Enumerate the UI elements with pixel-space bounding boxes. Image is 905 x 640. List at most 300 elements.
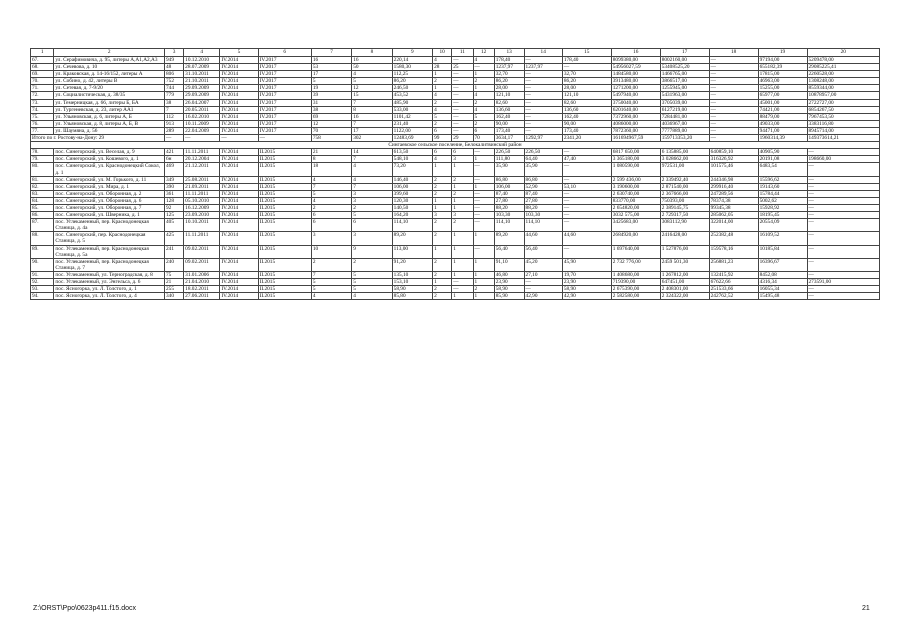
table-cell: —	[452, 113, 473, 120]
table-cell: —	[524, 92, 562, 99]
table-cell: 27,10	[524, 271, 562, 278]
table-cell: 349	[165, 176, 184, 183]
table-row	[31, 279, 880, 286]
table-cell: 246,50	[392, 85, 432, 92]
table-cell: 40905,90	[758, 149, 807, 156]
table-cell: 21	[311, 149, 351, 156]
table-cell: —	[807, 293, 879, 300]
table-cell: 28,00	[562, 85, 611, 92]
table-cell: 173,40	[562, 127, 611, 134]
table-cell: 1	[473, 183, 494, 190]
table-cell: 6854267,50	[807, 106, 879, 113]
table-cell: 74421,00	[758, 106, 807, 113]
table-cell: 3	[452, 156, 473, 163]
table-cell: —	[709, 64, 758, 71]
table-cell: II.2015	[258, 190, 311, 197]
table-cell: 7777889,00	[660, 127, 709, 134]
table-cell: IV.2014	[220, 163, 258, 176]
table-cell: 106,00	[494, 183, 524, 190]
table-row	[31, 286, 880, 293]
table-cell: 2	[433, 120, 452, 127]
table-cell: 19	[311, 85, 351, 92]
table-cell: 17815,00	[758, 71, 807, 78]
table-cell: 4036967,00	[660, 120, 709, 127]
table-cell: —	[709, 71, 758, 78]
table-cell: 8	[352, 106, 392, 113]
column-number: 7	[311, 49, 351, 57]
table-cell: 113,00	[392, 245, 432, 258]
column-number: 9	[392, 49, 432, 57]
table-cell: 390	[165, 183, 184, 190]
table-cell: 1	[452, 183, 473, 190]
table-cell: —	[524, 85, 562, 92]
table-cell: 2 630740,00	[611, 190, 660, 197]
table-cell: 78374,38	[709, 197, 758, 204]
table-cell: —	[807, 232, 879, 245]
table-cell: —	[562, 219, 611, 232]
table-cell: —	[807, 245, 879, 258]
table-cell: —	[709, 135, 758, 142]
table-cell: —	[165, 135, 184, 142]
table-cell: 94471,00	[758, 127, 807, 134]
table-cell: 1	[452, 232, 473, 245]
table-cell: 85,80	[392, 293, 432, 300]
table-cell: —	[807, 149, 879, 156]
table-cell: —	[562, 176, 611, 183]
table-cell: 2260528,00	[807, 71, 879, 78]
table-cell: 67.	[31, 57, 54, 64]
table-cell: 2	[452, 176, 473, 183]
table-cell: 53	[311, 64, 351, 71]
table-cell: 316326,92	[709, 156, 758, 163]
table-cell: —	[709, 120, 758, 127]
table-cell: 5	[473, 113, 494, 120]
table-cell: 68.	[31, 64, 54, 71]
table-cell: 82.	[31, 183, 54, 190]
table-cell: 5	[433, 113, 452, 120]
table-cell: IV.2014	[220, 78, 258, 85]
table-cell: 56,40	[524, 245, 562, 258]
table-cell: 42,90	[524, 293, 562, 300]
table-cell: —	[562, 212, 611, 219]
table-cell: ул. Тургеневская, д. 23, литер АА1	[54, 106, 165, 113]
table-cell: 16055,34	[758, 286, 807, 293]
table-cell: ул. Собино, д. 42, литеры В	[54, 78, 165, 85]
table-cell: 18.02.2011	[184, 286, 220, 293]
table-cell: 7	[352, 183, 392, 190]
table-row	[31, 271, 880, 278]
table-cell: 88,20	[494, 204, 524, 211]
table-cell: —	[709, 99, 758, 106]
table-cell: —	[473, 64, 494, 71]
table-cell: 833770,00	[611, 197, 660, 204]
table-cell: —	[709, 106, 758, 113]
table-cell: 241	[165, 245, 184, 258]
table-cell: 72.	[31, 92, 54, 99]
table-cell: 8945714,00	[807, 127, 879, 134]
table-cell: 226,50	[494, 149, 524, 156]
table-cell: 1	[433, 163, 452, 176]
table-cell: 6201640,00	[611, 106, 660, 113]
table-cell: —	[473, 197, 494, 204]
table-cell: 11.11.2011	[184, 190, 220, 197]
table-cell: 86,80	[524, 176, 562, 183]
table-cell: пос. Углекаменный, пер. Краснодонецкая Станица, д. 4а	[54, 219, 165, 232]
table-cell: 18195,45	[758, 212, 807, 219]
table-cell: IV.2017	[258, 99, 311, 106]
table-cell: 05.10.2010	[184, 197, 220, 204]
table-cell: IV.2014	[220, 57, 258, 64]
table-cell: 2	[433, 99, 452, 106]
table-row	[31, 176, 880, 183]
table-cell: 121,10	[494, 92, 524, 99]
table-cell: II.2015	[258, 156, 311, 163]
table-cell: 82,60	[562, 99, 611, 106]
table-cell: 533,00	[392, 106, 432, 113]
table-cell: IV.2014	[220, 212, 258, 219]
table-cell: 20191,08	[758, 156, 807, 163]
table-row	[31, 219, 880, 232]
table-cell: 5002,62	[758, 197, 807, 204]
table-cell: ул. Сечевова, д. 10	[54, 64, 165, 71]
table-cell: 4	[352, 71, 392, 78]
table-cell: 45,90	[562, 258, 611, 271]
table-cell: 2	[473, 78, 494, 85]
table-cell: —	[562, 64, 611, 71]
table-cell: 8	[311, 156, 351, 163]
table-cell: —	[807, 271, 879, 278]
table-cell: 5	[352, 78, 392, 85]
table-cell: 2	[433, 293, 452, 300]
table-row	[31, 232, 880, 245]
table-cell: 153,10	[392, 279, 432, 286]
table-cell: 7967453,50	[807, 113, 879, 120]
table-cell: 469	[165, 163, 184, 176]
table-cell: 5	[352, 279, 392, 286]
table-cell: —	[473, 163, 494, 176]
table-cell: 125	[165, 212, 184, 219]
table-cell: IV.2014	[220, 64, 258, 71]
table-cell: 6483,54	[758, 163, 807, 176]
table-cell: 240	[165, 258, 184, 271]
table-cell: 1	[473, 258, 494, 271]
table-cell: 1	[473, 279, 494, 286]
table-cell: 88,20	[524, 204, 562, 211]
table-cell: 86,20	[392, 78, 432, 85]
table-cell: 548,10	[392, 156, 432, 163]
table-cell: 120,30	[392, 197, 432, 204]
table-cell: 136,60	[494, 106, 524, 113]
table-cell: 46963,00	[758, 78, 807, 85]
table-cell: 90,00	[494, 120, 524, 127]
table-cell: 35,90	[524, 163, 562, 176]
table-cell: 2	[433, 232, 452, 245]
table-row	[31, 120, 880, 127]
table-cell: 220,14	[392, 57, 432, 64]
table-cell: 21	[165, 279, 184, 286]
table-cell: —	[452, 120, 473, 127]
table-cell: 159713353,20	[660, 135, 709, 142]
table-cell: 3032 575,00	[611, 212, 660, 219]
column-number: 12	[473, 49, 494, 57]
table-cell: 44,60	[562, 232, 611, 245]
table-cell: IV.2014	[220, 204, 258, 211]
table-row	[31, 245, 880, 258]
table-cell: 29.09.2009	[184, 85, 220, 92]
table-cell: 1	[473, 293, 494, 300]
table-cell: 114,10	[524, 219, 562, 232]
table-cell: 10185,84	[758, 245, 807, 258]
table-cell: 84.	[31, 197, 54, 204]
table-cell: 164,20	[392, 212, 432, 219]
table-cell: 4	[473, 92, 494, 99]
table-cell: 1	[473, 85, 494, 92]
table-cell: —	[473, 149, 494, 156]
table-cell: 322014,00	[709, 219, 758, 232]
table-cell: 1 267812,00	[660, 271, 709, 278]
table-cell: 47,40	[562, 156, 611, 163]
table-cell: 162,40	[494, 113, 524, 120]
section-row	[31, 142, 880, 149]
table-cell: II.2015	[258, 286, 311, 293]
table-cell: 15596,62	[758, 176, 807, 183]
table-cell: 2 324322,00	[660, 293, 709, 300]
column-number: 17	[660, 49, 709, 57]
table-cell: 42,90	[562, 293, 611, 300]
table-cell: 16.02.2010	[184, 113, 220, 120]
table-cell: 76.	[31, 120, 54, 127]
table-cell: 1	[433, 204, 452, 211]
table-cell: пос. Ясногорка, ул. Л. Толстого, д. 4	[54, 293, 165, 300]
table-cell: —	[524, 106, 562, 113]
table-row	[31, 99, 880, 106]
table-cell: 69	[311, 113, 351, 120]
table-row	[31, 92, 880, 99]
table-cell: —	[709, 113, 758, 120]
table-cell: 16.12.2009	[184, 204, 220, 211]
table-cell: 247289,56	[709, 190, 758, 197]
table-cell: —	[709, 78, 758, 85]
table-cell: 8559344,00	[807, 85, 879, 92]
table-cell: 3	[352, 197, 392, 204]
table-cell: 86,20	[494, 78, 524, 85]
table-cell: 38	[165, 99, 184, 106]
table-cell: 340	[165, 293, 184, 300]
table-cell: 1	[473, 232, 494, 245]
table-cell: 09.02.2011	[184, 258, 220, 271]
table-cell: II.2015	[258, 149, 311, 156]
table-cell: 655182,39	[758, 64, 807, 71]
column-number: 5	[220, 49, 258, 57]
table-cell: 87.	[31, 219, 54, 232]
table-cell: 146,40	[392, 176, 432, 183]
table-cell: IV.2014	[220, 190, 258, 197]
table-cell: 38	[311, 106, 351, 113]
column-number: 2	[54, 49, 165, 57]
table-cell: 44,60	[524, 232, 562, 245]
table-cell: пос. Углекаменный, ул. Терноградская, д. 8	[54, 271, 165, 278]
table-cell: 5	[352, 271, 392, 278]
table-cell: 255	[165, 286, 184, 293]
table-cell: 21.12.2011	[184, 163, 220, 176]
table-cell: 1292,97	[524, 135, 562, 142]
table-cell: 7	[311, 183, 351, 190]
table-cell: 103,30	[494, 212, 524, 219]
table-cell: IV.2017	[258, 57, 311, 64]
table-cell: 121,10	[562, 92, 611, 99]
table-cell: 2684920,00	[611, 232, 660, 245]
table-cell: 178,40	[562, 57, 611, 64]
table-cell: 5	[311, 279, 351, 286]
table-row	[31, 190, 880, 197]
table-cell: —	[524, 286, 562, 293]
table-cell: 1	[452, 204, 473, 211]
table-cell: 09.02.2011	[184, 245, 220, 258]
table-cell: 6817 650,00	[611, 149, 660, 156]
table-cell: 58,90	[494, 286, 524, 293]
table-cell: 4086000,00	[611, 120, 660, 127]
table-cell: 1	[473, 271, 494, 278]
table-cell: IV.2014	[220, 232, 258, 245]
table-cell: 27,80	[494, 197, 524, 204]
table-cell: 6	[473, 127, 494, 134]
table-cell: 6	[433, 149, 452, 156]
table-cell: 3634,17	[494, 135, 524, 142]
table-cell: —	[709, 57, 758, 64]
table-cell: 1	[433, 71, 452, 78]
table-cell: 4	[433, 57, 452, 64]
table-cell: 114,10	[494, 219, 524, 232]
table-cell: 3	[452, 212, 473, 219]
table-cell: 273591,00	[807, 279, 879, 286]
table-cell: 4	[311, 293, 351, 300]
table-cell: II.2015	[258, 279, 311, 286]
table-cell: 20.12.2004	[184, 156, 220, 163]
table-cell: 5497940,00	[611, 92, 660, 99]
table-cell: 74.	[31, 106, 54, 113]
table-cell: 6	[311, 219, 351, 232]
table-cell: —	[524, 113, 562, 120]
table-cell: 58,90	[392, 286, 432, 293]
table-cell: 16396,67	[758, 258, 807, 271]
table-cell: —	[452, 85, 473, 92]
table-cell: —	[524, 279, 562, 286]
table-cell: —	[452, 106, 473, 113]
table-cell: IV.2017	[258, 71, 311, 78]
table-cell: 86.	[31, 212, 54, 219]
table-cell: 8002160,00	[660, 57, 709, 64]
table-cell: 10878957,00	[807, 92, 879, 99]
table-cell: 4	[352, 293, 392, 300]
table-cell: 10.11.2009	[184, 120, 220, 127]
table-cell: 3	[352, 190, 392, 197]
table-cell: 4	[352, 163, 392, 176]
table-cell: 3083112,90	[660, 219, 709, 232]
table-cell: —	[807, 163, 879, 176]
table-cell: 112	[165, 113, 184, 120]
table-cell: 19,70	[562, 271, 611, 278]
table-cell: IV.2017	[258, 78, 311, 85]
table-cell: II.2015	[258, 258, 311, 271]
table-cell: 1	[452, 258, 473, 271]
table-cell: 6	[311, 212, 351, 219]
table-cell: 2	[433, 219, 452, 232]
table-cell: 12483,69	[392, 135, 432, 142]
table-cell: 2 408301,00	[660, 286, 709, 293]
table-cell: ул. Шаумяна, д. 56	[54, 127, 165, 134]
table-cell: 64,40	[524, 156, 562, 163]
table-cell: 613,50	[392, 149, 432, 156]
table-cell: —	[562, 245, 611, 258]
table-cell: IV.2017	[258, 106, 311, 113]
table-cell: 4	[352, 176, 392, 183]
document-page	[30, 48, 880, 300]
table-cell: 7	[311, 271, 351, 278]
table-cell: 4	[473, 57, 494, 64]
table-cell: 10.10.2011	[184, 219, 220, 232]
table-cell: 162,40	[562, 113, 611, 120]
table-cell: 31	[311, 99, 351, 106]
table-cell: 7	[352, 99, 392, 106]
table-cell: II.2015	[258, 163, 311, 176]
table-cell: IV.2017	[258, 127, 311, 134]
table-cell: 913	[165, 120, 184, 127]
table-cell: 2 389145,75	[660, 204, 709, 211]
table-cell: 135,10	[392, 271, 432, 278]
table-cell: 16	[352, 57, 392, 64]
table-cell: 2	[433, 78, 452, 85]
table-cell: 1	[452, 245, 473, 258]
table-cell: 5	[352, 212, 392, 219]
footer-file-path: Z:\ORST\Ppo\0623p411.f15.docx	[33, 605, 136, 612]
table-cell: 79.	[31, 156, 54, 163]
table-cell: 21.10.2011	[184, 78, 220, 85]
table-cell: 29.09.2009	[184, 92, 220, 99]
table-cell: 106,00	[392, 183, 432, 190]
table-cell: —	[452, 71, 473, 78]
table-cell: 112,25	[392, 71, 432, 78]
table-cell: —	[524, 57, 562, 64]
table-cell: 17	[352, 127, 392, 134]
table-cell: 23,90	[562, 279, 611, 286]
table-cell: 73,20	[392, 163, 432, 176]
column-number: 11	[452, 49, 473, 57]
table-cell: 29085225,41	[807, 64, 879, 71]
table-cell: 4	[433, 156, 452, 163]
table-row	[31, 197, 880, 204]
table-cell: 1308248,00	[807, 78, 879, 85]
table-cell: —	[807, 219, 879, 232]
table-cell: II.2015	[258, 271, 311, 278]
table-cell: II.2015	[258, 176, 311, 183]
table-cell: —	[524, 127, 562, 134]
table-cell: 89,20	[392, 232, 432, 245]
table-cell: 3750040,00	[611, 99, 660, 106]
table-cell: 3	[352, 232, 392, 245]
table-cell: 128	[165, 197, 184, 204]
table-cell: 17	[311, 71, 351, 78]
table-cell: пос. Углекаменный, ул. Энгельса, д. 6	[54, 279, 165, 286]
table-cell: 7	[165, 106, 184, 113]
table-cell: 4	[473, 106, 494, 113]
table-cell: пос. Углекаменный, пер. Краснодонецкая Станица, д. 5а	[54, 245, 165, 258]
column-number: 18	[709, 49, 758, 57]
table-cell: 5431963,00	[660, 92, 709, 99]
table-cell: —	[524, 99, 562, 106]
table-cell: 3	[433, 212, 452, 219]
table-cell: 2416428,00	[660, 232, 709, 245]
table-cell: 91.	[31, 271, 54, 278]
